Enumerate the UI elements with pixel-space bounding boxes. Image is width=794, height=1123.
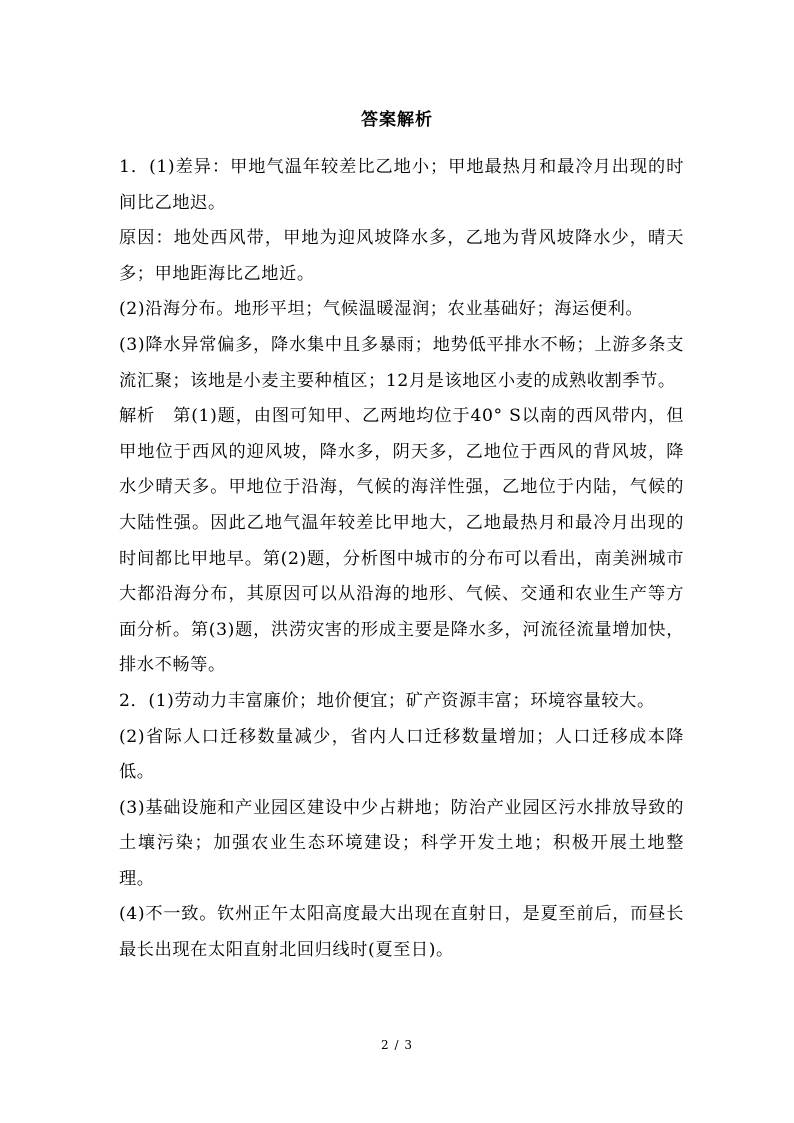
answer-1-part-3: (3)降水异常偏多，降水集中且多暴雨；地势低平排水不畅；上游多条支流汇聚；该地是小麦主要种植区；12月是该地区小麦的成熟收割季节。 bbox=[119, 334, 684, 391]
answer-2-part-1: 2．(1)劳动力丰富廉价；地价便宜；矿产资源丰富；环境容量较大。 bbox=[119, 690, 655, 711]
page-number: 2 / 3 bbox=[381, 1038, 413, 1052]
answer-2-part-2: (2)省际人口迁移数量减少，省内人口迁移数量增加；人口迁移成本降低。 bbox=[119, 726, 684, 783]
answer-1-part-2: (2)沿海分布。地形平坦；气候温暖湿润；农业基础好；海运便利。 bbox=[119, 299, 644, 320]
answer-1-difference: 1．(1)差异：甲地气温年较差比乙地小；甲地最热月和最冷月出现的时间比乙地迟。 bbox=[119, 157, 684, 213]
answer-2-part-3: (3)基础设施和产业园区建设中少占耕地；防治产业园区污水排放导致的土壤污染；加强农业生态环境建设；科学开发土地；积极开展土地整理。 bbox=[119, 797, 684, 889]
page-title: 答案解析 bbox=[361, 110, 433, 130]
answer-1-explanation: 解析 第(1)题，由图可知甲、乙两地均位于40° S以南的西风带内，但甲地位于西风的迎风坡，降水多，阴天多，乙地位于西风的背风坡，降水少晴天多。甲地位于沿海，气候的海洋性强，乙地位于内陆，气候的大陆性强。因此乙地气温年较差比甲地大，乙地最热月和最冷月出现的时间都比甲地早。第(2)题，分析图中城市的分布可以看出，南美洲城市大都沿海分布，其原因可以从沿海的地形、气候、交通和农业生产等方面分析。第(3)题，洪涝灾害的形成主要是降水多，河流径流量增加快，排水不畅等。 bbox=[119, 406, 684, 676]
answer-1-reason: 原因：地处西风带，甲地为迎风坡降水多，乙地为背风坡降水少，晴天多；甲地距海比乙地近。 bbox=[119, 228, 684, 284]
answer-2-part-4: (4)不一致。钦州正午太阳高度最大出现在直射日，是夏至前后，而昼长最长出现在太阳直射北回归线时(夏至日)。 bbox=[119, 904, 684, 961]
answer-content bbox=[119, 150, 684, 969]
